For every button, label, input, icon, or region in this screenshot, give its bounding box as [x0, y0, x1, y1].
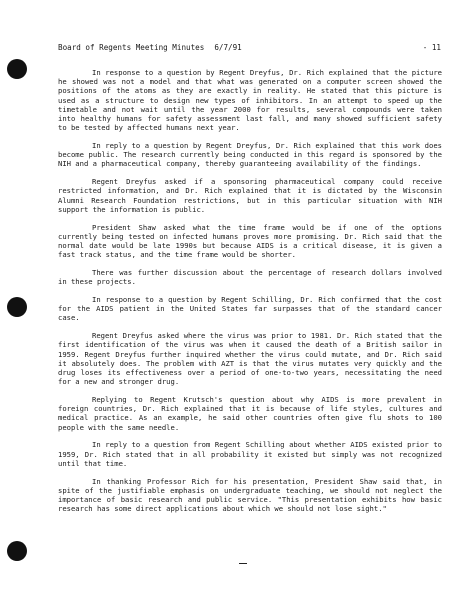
paragraph: In reply to a question by Regent Dreyfus, Dr. Rich explained that this work does become public. The research currently being conducted in this regard is sponsored by the NIH and a pharmaceutical company, thereby guaranteeing availability of the findings. — [58, 141, 442, 169]
paragraph: In response to a question by Regent Dreyfus, Dr. Rich explained that the picture he showed was not a model and that what was generated on a computer screen showed the positions of the atoms as they are exactly in reality. He stated that this picture is used as a structure to design new types of inhibitors. In an attempt to speed up the timetable and not wait until the year 2000 for results, several compounds were taken into healthy humans for safety assessment last fall, and many showed sufficient safety to be tested by affected humans next year. — [58, 68, 442, 133]
paragraph: There was further discussion about the percentage of research dollars involved in these projects. — [58, 268, 442, 287]
minutes-body — [58, 68, 442, 522]
page-number: - 11 — [422, 43, 441, 52]
paragraph: In reply to a question from Regent Schilling about whether AIDS existed prior to 1959, Dr. Rich stated that in all probability it existed but simply was not recognized until that time. — [58, 440, 442, 468]
header-date: 6/7/91 — [214, 43, 242, 52]
page-end-mark — [239, 563, 247, 564]
paragraph: In thanking Professor Rich for his presentation, President Shaw said that, in spite of the justifiable emphasis on undergraduate teaching, we should not neglect the importance of basic research and public service. "This presentation exhibits how basic research has some direct applications about which we should not lose sight." — [58, 476, 442, 514]
paragraph: Regent Dreyfus asked if a sponsoring pharmaceutical company could receive restricted information, and Dr. Rich explained that it is dictated by the Wisconsin Alumni Research Foundation restrictions, but in this particular situation with NIH support the information is public. — [58, 177, 442, 214]
header-title: Board of Regents Meeting Minutes — [58, 43, 205, 52]
paragraph: Regent Dreyfus asked where the virus was prior to 1981. Dr. Rich stated that the first identification of the virus was when it caused the death of a British sailor in 1959. Regent Dreyfus further inquired whether the virus could mutate, and Dr. Rich said it absolutely does. The problem with AZT is that the virus mutates very quickly and the drug loses its effectiveness over a period of one-to-two years, necessitating the need for a new and stronger drug. — [58, 331, 442, 387]
binder-hole-top — [7, 59, 27, 79]
page-header — [58, 43, 441, 53]
binder-hole-bottom — [7, 541, 27, 561]
paragraph: In response to a question by Regent Schilling, Dr. Rich confirmed that the cost for the AIDS patient in the United States far surpasses that of the standard cancer case. — [58, 295, 442, 323]
paragraph: President Shaw asked what the time frame would be if one of the options currently being tested on infected humans proves more promising. Dr. Rich said that the normal date would be late 1990s but because AIDS is a critical disease, it is given a fast track status, and the time frame would be shorter. — [58, 222, 442, 260]
paragraph: Replying to Regent Krutsch's question about why AIDS is more prevalent in foreign countries, Dr. Rich explained that it is because of life styles, cultures and medical practice. As an example, he said other countries often give flu shots to 100 people with the same needle. — [58, 395, 442, 432]
binder-hole-middle — [7, 297, 27, 317]
